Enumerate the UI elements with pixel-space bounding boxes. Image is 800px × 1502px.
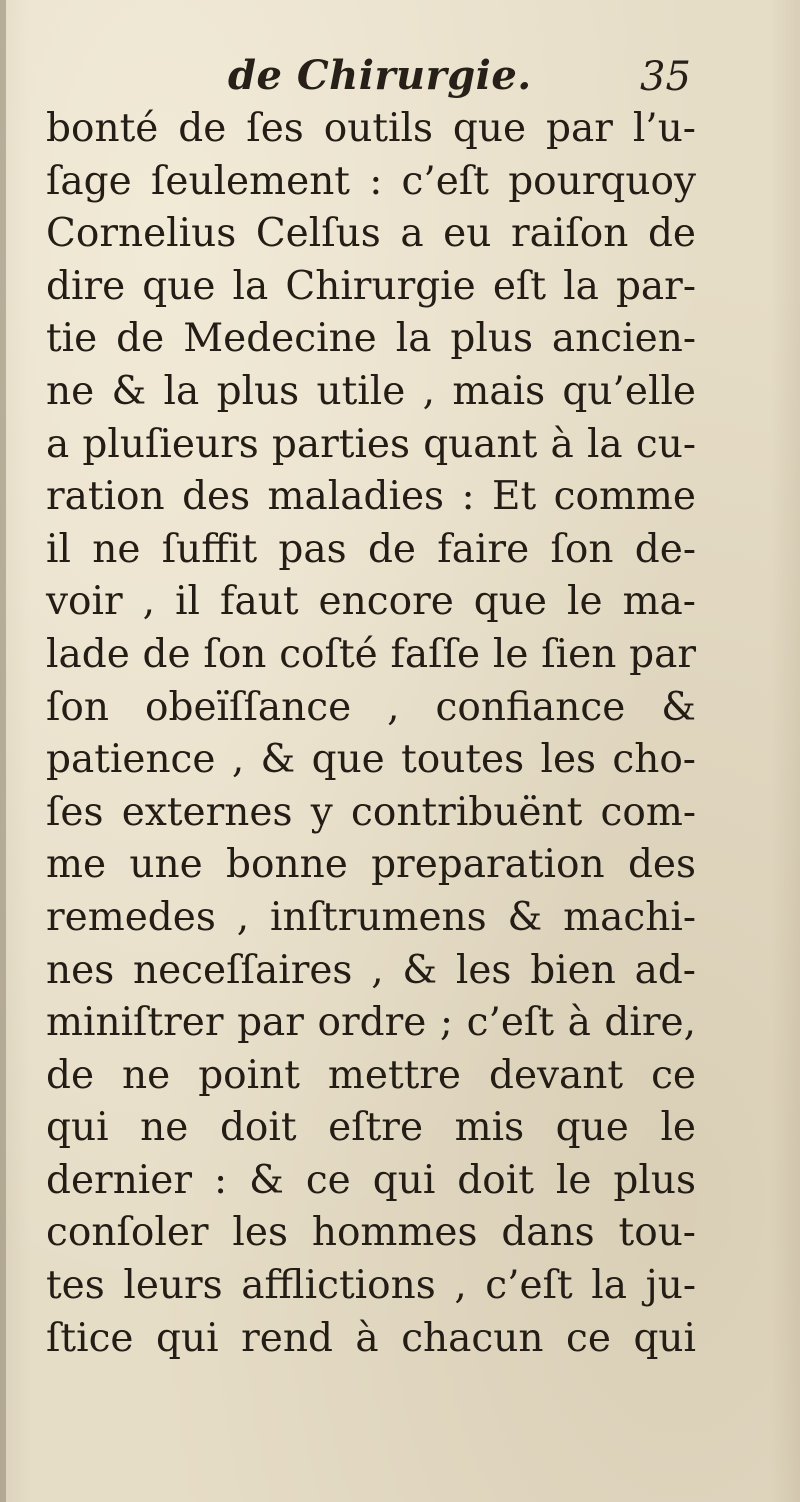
text-line: a pluſieurs parties quant à la cu- xyxy=(46,421,696,467)
text-line: miniſtrer par ordre ; c’eſt à dire, xyxy=(46,1000,696,1046)
page-number: 35 xyxy=(640,54,691,100)
text-line: patience , & que toutes les cho- xyxy=(46,737,696,783)
text-line: conſoler les hommes dans tou- xyxy=(46,1210,696,1256)
text-line: nes neceſſaires , & les bien ad- xyxy=(46,947,696,993)
text-line: tie de Medecine la plus ancien- xyxy=(46,316,696,362)
text-line: dernier : & ce qui doit le plus xyxy=(46,1157,696,1203)
text-line: tes leurs afflictions , c’eſt la ju- xyxy=(46,1263,696,1309)
text-line: ſes externes y contribuënt com- xyxy=(46,789,696,835)
text-line: lade de ſon coſté faſſe le ſien par xyxy=(46,631,696,677)
text-line: ſtice qui rend à chacun ce qui xyxy=(46,1315,696,1361)
text-line: dire que la Chirurgie eſt la par- xyxy=(46,263,696,309)
text-line: de ne point mettre devant ce xyxy=(46,1052,696,1098)
page-edge xyxy=(0,0,6,1502)
text-line: bonté de ſes outils que par l’u- xyxy=(46,106,696,151)
text-line: ſage ſeulement : c’eſt pourquoy xyxy=(46,158,696,204)
text-line: Cornelius Celſus a eu raiſon de xyxy=(46,211,696,257)
body-text xyxy=(46,103,696,1365)
text-line: il ne ſuffit pas de faire ſon de- xyxy=(46,526,696,572)
page-header xyxy=(0,48,800,108)
text-line: ne & la plus utile , mais qu’elle xyxy=(46,368,696,414)
text-line: voir , il faut encore que le ma- xyxy=(46,579,696,625)
text-line: ſon obeïſſance , confiance & xyxy=(46,684,696,730)
text-line: ration des maladies : Et comme xyxy=(46,474,696,520)
text-line: qui ne doit eſtre mis que le xyxy=(46,1105,696,1151)
text-line: me une bonne preparation des xyxy=(46,842,696,888)
running-head: de Chirurgie. xyxy=(228,52,532,99)
text-line: remedes , inſtrumens & machi- xyxy=(46,894,696,940)
